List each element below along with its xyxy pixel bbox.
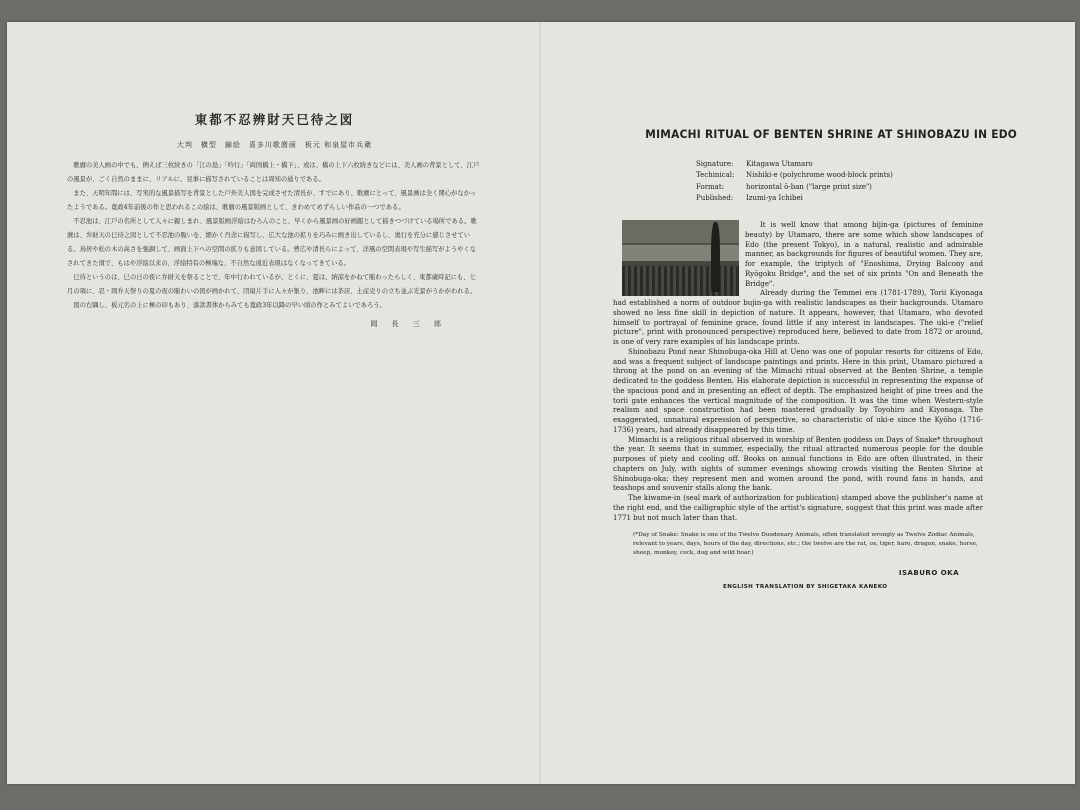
english-paragraph: Already during the Temmei era (1781-1789), Torii Kiyonaga had established a norm of outdoor bujin-ga with realistic landscapes as their backgrounds. Utamaro showed no less fine skill in depiction of nature. It appears, however, that Utamaro, who devoted himself to portrayal of feminine grace, found little if any interest in landscapes. The uki-e ("relief picture", print with pronounced perspective) reproduced here, believed to date from 1872 or around, is one of very rare examples of his landscape prints.	[613, 288, 983, 347]
print-thumbnail-image	[622, 220, 739, 296]
meta-row	[696, 193, 983, 204]
english-title: MIMACHI RITUAL OF BENTEN SHRINE AT SHINOBAZU IN EDO	[645, 127, 1018, 141]
japanese-paragraph: また、天明年間には、写実的な風景描写を背景とした戸外美人図を完成させた清長が、すでにあり、歌麿にとって、風景画は全く関心がなかったようである。寛政4年前後の作と思われるこの絵は、歌麿の風景版画として、きわめてめずらしい作品の一つである。	[67, 190, 477, 211]
english-paragraph: Shinobazu Pond near Shinobuga-oka Hill at Ueno was one of popular resorts for citizens of Edo, and was a frequent subject of landscape paintings and prints. Here in this print, Utamaro pictured a throng at the pond on an evening of the Mimachi ritual observed at the Benten Shrine, a temple dedicated to the goddess Benten. His elaborate depiction is successful in representing the expanse of the spacious pond and in presenting an effect of depth. The emphasized height of pine trees and the torii gate enhances the vertical magnitude of the composition. It was the time when Western-style realism and space construction had been mastered gradually by Toyohiro and Kiyonaga. The exaggerated, unnatural expression of perspective, so characteristic of uki-e since the Kyōho (1716-1736) years, had already disappeared by this time.	[613, 346, 983, 434]
meta-row	[696, 159, 983, 170]
english-paragraph: Mimachi is a religious ritual observed in worship of Benten goddess on Days of Snake* throughout the year. It seems that in summer, especially, the ritual attracted numerous people for the double purposes of piety and cooling off. Books on annual functions in Edo are often illustrated, in their chapters on July, with sights of summer evenings showing crowds visiting the Benten Shrine at Shinobuga-oka; they represent men and women around the pond, with round fans in hands, and teashops and souvenir stalls along the bank.	[613, 434, 983, 493]
meta-key: Techinical:	[696, 171, 735, 180]
footnote: (*Day of Snake: Snake is one of the Twelve Duodenary Animals, often translated wrongly as Twelve Zodiac Animals, relevant to years, days, hours of the day, directions, etc.; the twelve are the rat, ox, tiger, hare, dragon, snake, horse, sheep, monkey, cock, dog and wild boar.)	[633, 532, 978, 556]
author-signature: ISABURO OKA	[898, 569, 959, 578]
english-body	[613, 220, 983, 522]
meta-value: Nishiki-e (polychrome wood-block prints)	[746, 171, 893, 180]
japanese-page	[67, 110, 482, 329]
meta-key: Signature:	[696, 160, 734, 168]
japanese-credits: 大判 横型 錦絵 喜多川歌麿画 板元 和泉屋市兵衛	[176, 141, 373, 149]
japanese-paragraph: 図の右隅し、板元名の上に極の印もあり、落款書体からみても寛政3年以降の早い頃の作とみてよいであろう。	[73, 302, 386, 309]
japanese-title: 東都不忍辨財天巳待之図	[194, 112, 355, 127]
meta-row	[696, 182, 983, 193]
meta-key: Format:	[696, 182, 725, 191]
english-page	[613, 127, 1018, 591]
japanese-paragraph: 歌麿の美人画の中でも、例えば三枚続きの「江の島」「吟行」「両国橋上・橋下」、或は、橋の上下六枚続きなどには、美人画の背景として、江戸の風景が、ごく自然のままに、リアルに、見事に描写されていることは周知の通りである。	[67, 162, 480, 183]
japanese-author: 岡 長 三 郎	[370, 320, 447, 328]
translator-credit: ENGLISH TRANSLATION BY SHIGETAKA KANEKO	[723, 584, 888, 591]
meta-value: Kitagawa Utamaro	[746, 160, 813, 168]
japanese-paragraph: 巳待というのは、巳の日の夜に弁財天を祭ることで、年中行われているが、とくに、夏は、納涼をかねて賑わったらしく、東都歳時記にも、七月の項に、忍・岡弁天祭りの夏の夜の賑わいの図が画かれて、団扇片手に人々が集り、池畔には茶店、土産売りの立ち並ぶ光景がうかがわれる。	[67, 274, 477, 295]
english-paragraph: The kiwame-in (seal mark of authorization for publication) stamped above the publisher's name at the right end, and the calligraphic style of the artist's signature, suggest that this print was made after 1771 but not much later than that.	[613, 493, 983, 522]
print-metadata	[696, 159, 983, 204]
meta-row	[696, 170, 983, 181]
japanese-paragraph: 不忍池は、江戸の名所として人々に親しまれ、風景版画浮絵はむろんのこと、早くから風景画の好画題として描きつづけている場所である。歌麿は、弁財天の巳待之図として不忍池の賑いを、細かく丹念に描写し、広大な池の拡りを巧みに画き出しているし、奥行を充分に感じさせている。鳥居や松の木の高さを強調して、画面上下への空間の拡りも意図している。豊広や清長らによって、洋風の空間表現や写生描写がようやくなされてきた頃で、もはや浮絵以来の、浮絵特有の極端な、不自然な遠近表現はなくなってきている。	[67, 218, 477, 267]
english-paragraph: It is well know that among bijin-ga (pictures of feminine beauty) by Utamaro, there are some which show landscapes of Edo (the present Tokyo), in a natural, realistic and admirable manner, as backgrounds for figures of beautiful women. They are, for example, the triptych of "Enoshima, Drying Balcony and Ryōgoku Bridge", and the set of six prints "On and Beneath the Bridge".	[745, 220, 983, 288]
center-fold	[539, 22, 541, 784]
document-sheet	[7, 22, 1075, 784]
meta-key: Published:	[696, 193, 734, 202]
meta-value: Izumi-ya Ichibei	[746, 193, 803, 202]
meta-value: horizontal ō-ban ("large print size")	[746, 182, 872, 191]
